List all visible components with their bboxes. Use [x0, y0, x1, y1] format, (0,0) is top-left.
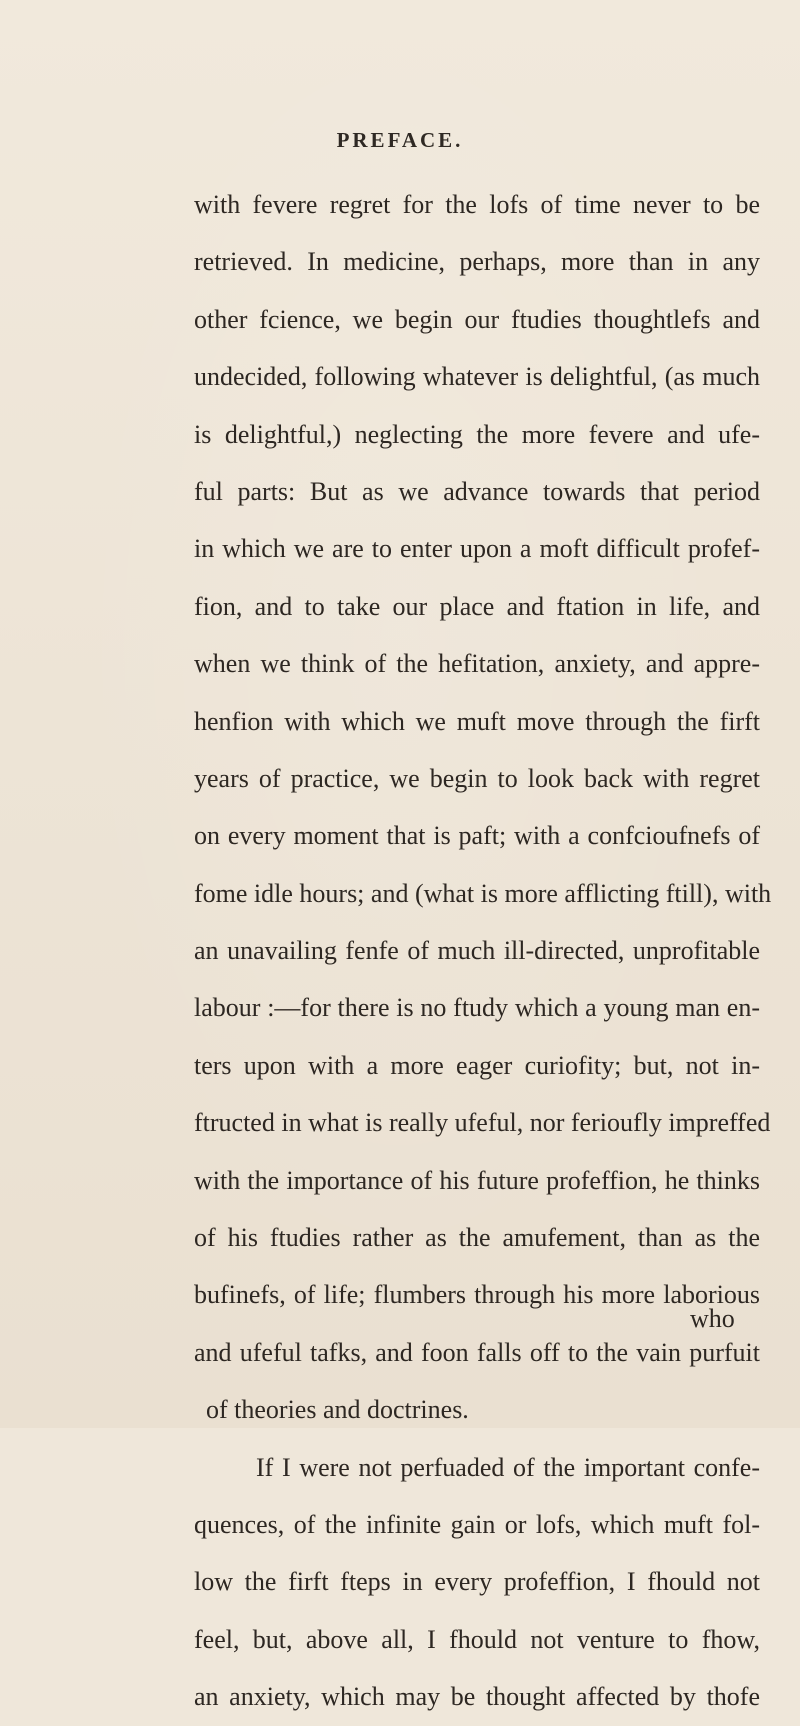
text-line: an anxiety, which may be thought affected by thofe	[194, 1682, 760, 1712]
text-line: other fcience, we begin our ftudies thoughtlefs and	[194, 304, 760, 334]
text-line: on every moment that is paft; with a confcioufnefs of	[194, 821, 760, 851]
text-line: If I were not perfuaded of the important confe-	[256, 1452, 760, 1482]
text-line: fion, and to take our place and ftation in life, and	[194, 591, 760, 621]
text-line: years of practice, we begin to look back with regret	[194, 763, 760, 793]
text-line: and ufeful tafks, and foon falls off to the vain purfuit	[194, 1337, 760, 1367]
text-line: of his ftudies rather as the amufement, than as the	[194, 1223, 760, 1253]
text-line: an unavailing fenfe of much ill-directed, unprofitable	[194, 936, 760, 966]
text-line: bufinefs, of life; flumbers through his more laborious	[194, 1280, 760, 1310]
text-line: with the importance of his future profeffion, he thinks	[194, 1165, 760, 1195]
text-line: henfion with which we muft move through the firft	[194, 706, 760, 736]
text-line: with fevere regret for the lofs of time never to be	[194, 190, 760, 219]
text-line: of theories and doctrines.	[206, 1395, 469, 1425]
text-line: ful parts: But as we advance towards that period	[194, 476, 760, 506]
text-line: low the firft fteps in every profeffion, I fhould not	[194, 1567, 760, 1597]
running-head: PREFACE.	[336, 128, 464, 152]
text-line: undecided, following whatever is delightful, (as much	[194, 362, 760, 392]
text-line: ftructed in what is really ufeful, nor ferioufly impreffed	[194, 1108, 771, 1138]
text-line: labour :—for there is no ftudy which a young man en-	[194, 993, 760, 1023]
text-line: when we think of the hefitation, anxiety, and appre-	[194, 649, 760, 679]
text-line: fome idle hours; and (what is more afflicting ftill), with	[194, 878, 772, 908]
text-line: quences, of the infinite gain or lofs, which muft fol-	[194, 1509, 760, 1539]
catchword: who	[690, 1304, 735, 1333]
text-line: retrieved. In medicine, perhaps, more than in any	[194, 247, 760, 277]
text-line: in which we are to enter upon a moft difficult profef-	[194, 534, 760, 564]
text-line: is delightful,) neglecting the more fevere and ufe-	[194, 419, 760, 449]
body-text	[194, 176, 772, 1726]
text-line: feel, but, above all, I fhould not venture to fhow,	[194, 1624, 760, 1654]
text-line: ters upon with a more eager curiofity; but, not in-	[194, 1050, 760, 1080]
